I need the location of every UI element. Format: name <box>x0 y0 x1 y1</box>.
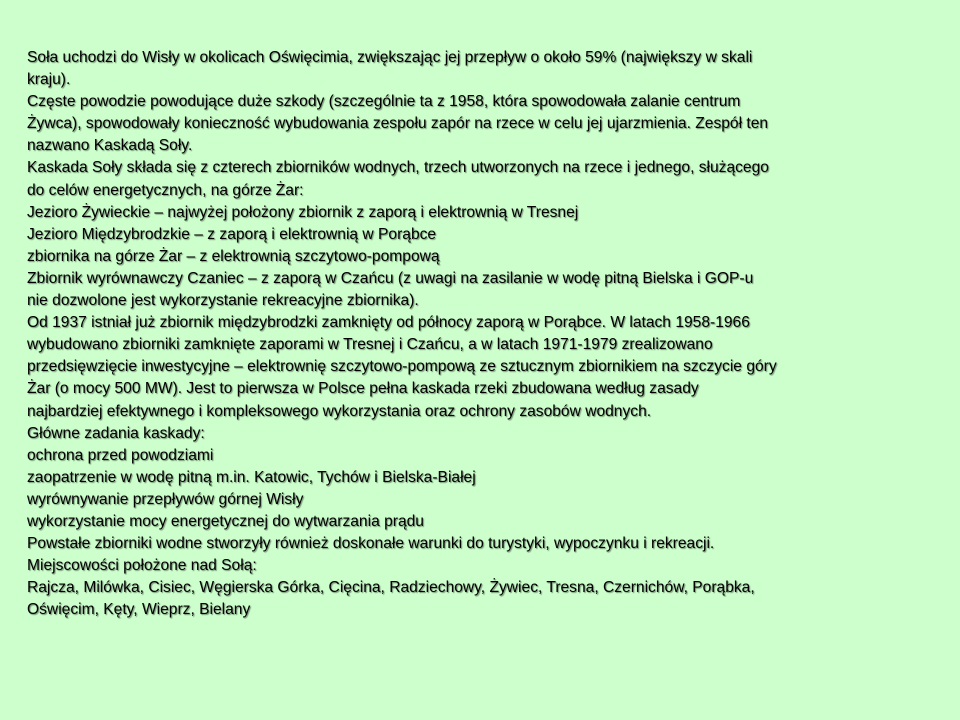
text-line: do celów energetycznych, na górze Żar: <box>27 181 304 199</box>
text-line: Soła uchodzi do Wisły w okolicach Oświęcimia, zwiększając jej przepływ o około 59% (największy w skali <box>27 49 753 66</box>
text-line: Rajcza, Milówka, Cisiec, Węgierska Górka, Cięcina, Radziechowy, Żywiec, Tresna, Czernichów, Porąbka, <box>27 579 755 597</box>
text-line: Powstałe zbiorniki wodne stworzyły również doskonałe warunki do turystyki, wypoczynku i rekreacji. <box>27 535 715 553</box>
text-line: Jezioro Żywieckie – najwyżej położony zbiornik z zaporą i elektrownią w Tresnej <box>27 203 579 221</box>
text-line: najbardziej efektywnego i kompleksowego wykorzystania oraz ochrony zasobów wodnych. <box>27 402 652 420</box>
text-line: Częste powodzie powodujące duże szkody (szczególnie ta z 1958, która spowodowała zalanie centrum <box>27 93 741 111</box>
text-line: zaopatrzenie w wodę pitną m.in. Katowic, Tychów i Bielska-Białej <box>27 468 476 486</box>
text-line: wybudowano zbiorniki zamknięte zaporami w Tresnej i Czańcu, a w latach 1971-1979 zrealizowano <box>27 336 713 354</box>
text-line: wyrównywanie przepływów górnej Wisły <box>27 490 304 508</box>
text-line: Żywca), spowodowały konieczność wybudowania zespołu zapór na rzece w celu jej ujarzmienia. Zespół ten <box>27 115 769 133</box>
text-line: Kaskada Soły składa się z czterech zbiorników wodnych, trzech utworzonych na rzece i jednego, służącego <box>27 159 769 177</box>
text-line: nie dozwolone jest wykorzystanie rekreacyjne zbiornika). <box>27 292 419 310</box>
text-line: Jezioro Międzybrodzkie – z zaporą i elektrownią w Porąbce <box>27 225 437 243</box>
text-line: nazwano Kaskadą Soły. <box>27 137 193 155</box>
text-line: Miejscowości położone nad Sołą: <box>27 557 257 575</box>
text-line: ochrona przed powodziami <box>27 446 214 464</box>
text-line: Oświęcim, Kęty, Wieprz, Bielany <box>27 601 251 619</box>
text-line: zbiornika na górze Żar – z elektrownią szczytowo-pompową <box>27 247 440 265</box>
text-line: Żar (o mocy 500 MW). Jest to pierwsza w Polsce pełna kaskada rzeki zbudowana według zasady <box>27 380 699 398</box>
text-line: Główne zadania kaskady: <box>27 424 205 442</box>
text-line: kraju). <box>27 71 71 89</box>
text-line: Zbiornik wyrównawczy Czaniec – z zaporą w Czańcu (z uwagi na zasilanie w wodę pitną Bielska i GOP-u <box>27 269 754 287</box>
text-line: wykorzystanie mocy energetycznej do wytwarzania prądu <box>27 512 424 530</box>
text-line: przedsięwzięcie inwestycyjne – elektrownię szczytowo-pompową ze sztucznym zbiornikiem na szczycie góry <box>27 358 777 376</box>
text-line: Od 1937 istniał już zbiornik międzybrodzki zamknięty od północy zaporą w Porąbce. W latach 1958-1966 <box>27 314 750 332</box>
slide-text-body <box>27 47 932 621</box>
